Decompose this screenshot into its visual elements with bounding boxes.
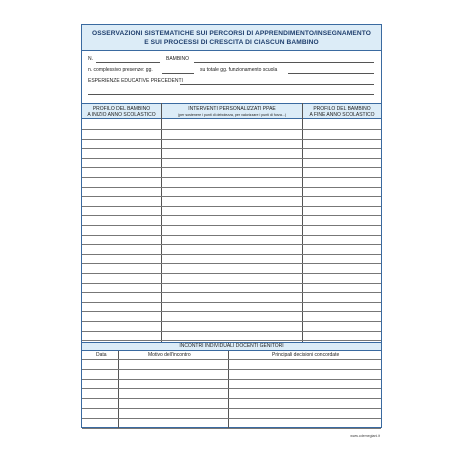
col-data: Data [96,352,107,358]
table-row[interactable] [82,398,381,399]
table-row[interactable] [82,331,381,332]
n-label: N. [88,56,93,62]
table-row[interactable] [82,321,381,322]
n-field[interactable] [96,62,160,63]
table-row[interactable] [82,379,381,380]
col-profilo-fine [303,106,381,118]
col-profilo-fine-line2: A FINE ANNO SCOLASTICO [309,112,375,118]
profile-table-header [82,103,381,119]
bambino-label: BAMBINO [166,56,190,62]
table-row[interactable] [82,225,381,226]
table-row[interactable] [82,388,381,389]
table-row[interactable] [82,177,381,178]
title-line-1: OSSERVAZIONI SISTEMATICHE SUI PERCORSI DI APPRENDIMENTO/INSEGNAMENTO [92,30,371,37]
col-interventi-line1: INTERVENTI PERSONALIZZATI PPAE [188,106,276,112]
table-row[interactable] [82,187,381,188]
col-profilo-fine-line1: PROFILO DEL BAMBINO [313,106,371,112]
table-row[interactable] [82,235,381,236]
table-row[interactable] [82,359,381,360]
col-profilo-inizio-line1: PROFILO DEL BAMBINO [92,106,151,112]
form-sheet [79,24,386,444]
form-frame [81,24,382,428]
form-title [82,25,381,51]
col-decisioni: Principali decisioni concordate [272,352,340,358]
presenze-label: n. complessivo presenze: gg. [88,67,153,73]
table-row[interactable] [82,206,381,207]
table-row[interactable] [82,244,381,245]
table-row[interactable] [82,139,381,140]
bambino-field[interactable] [194,62,374,63]
incontri-title: INCONTRI INDIVIDUALI DOCENTI GENITORI [82,342,381,351]
table-row[interactable] [82,196,381,197]
title-line-2: E SUI PROCESSI DI CRESCITA DI CIASCUN BAMBINO [144,39,319,46]
table-row[interactable] [82,302,381,303]
table-row[interactable] [82,283,381,284]
table-row[interactable] [82,273,381,274]
col-interventi [162,106,302,118]
esperienze-label: ESPERIENZE EDUCATIVE PRECEDENTI [88,78,183,84]
table-row[interactable] [82,418,381,419]
esperienze-field[interactable] [180,84,374,85]
totale-field[interactable] [288,73,374,74]
table-row[interactable] [82,408,381,409]
table2-divider-2 [228,351,229,428]
table-row[interactable] [82,369,381,370]
totale-label: su totale gg. funzionamento scuola [200,67,278,73]
col-profilo-inizio [82,106,161,118]
table-row[interactable] [82,254,381,255]
esperienze-field-line-2[interactable] [88,94,374,95]
col-interventi-line2: (per sostenere i punti di debolezza, per valorizzare i punti di forza...) [177,113,287,117]
table-row[interactable] [82,158,381,159]
table-row[interactable] [82,148,381,149]
table-row[interactable] [82,215,381,216]
presenze-field[interactable] [162,73,194,74]
table-row[interactable] [82,167,381,168]
table-row[interactable] [82,292,381,293]
table2-divider-1 [118,351,119,428]
col-profilo-inizio-line2: A INIZIO ANNO SCOLASTICO [87,112,156,118]
table-row[interactable] [82,428,381,429]
table-row[interactable] [82,129,381,130]
footer-url: www.cdemegiani.it [350,434,380,438]
col-motivo: Motivo dell'incontro [148,352,191,358]
table-row[interactable] [82,311,381,312]
table-row[interactable] [82,263,381,264]
